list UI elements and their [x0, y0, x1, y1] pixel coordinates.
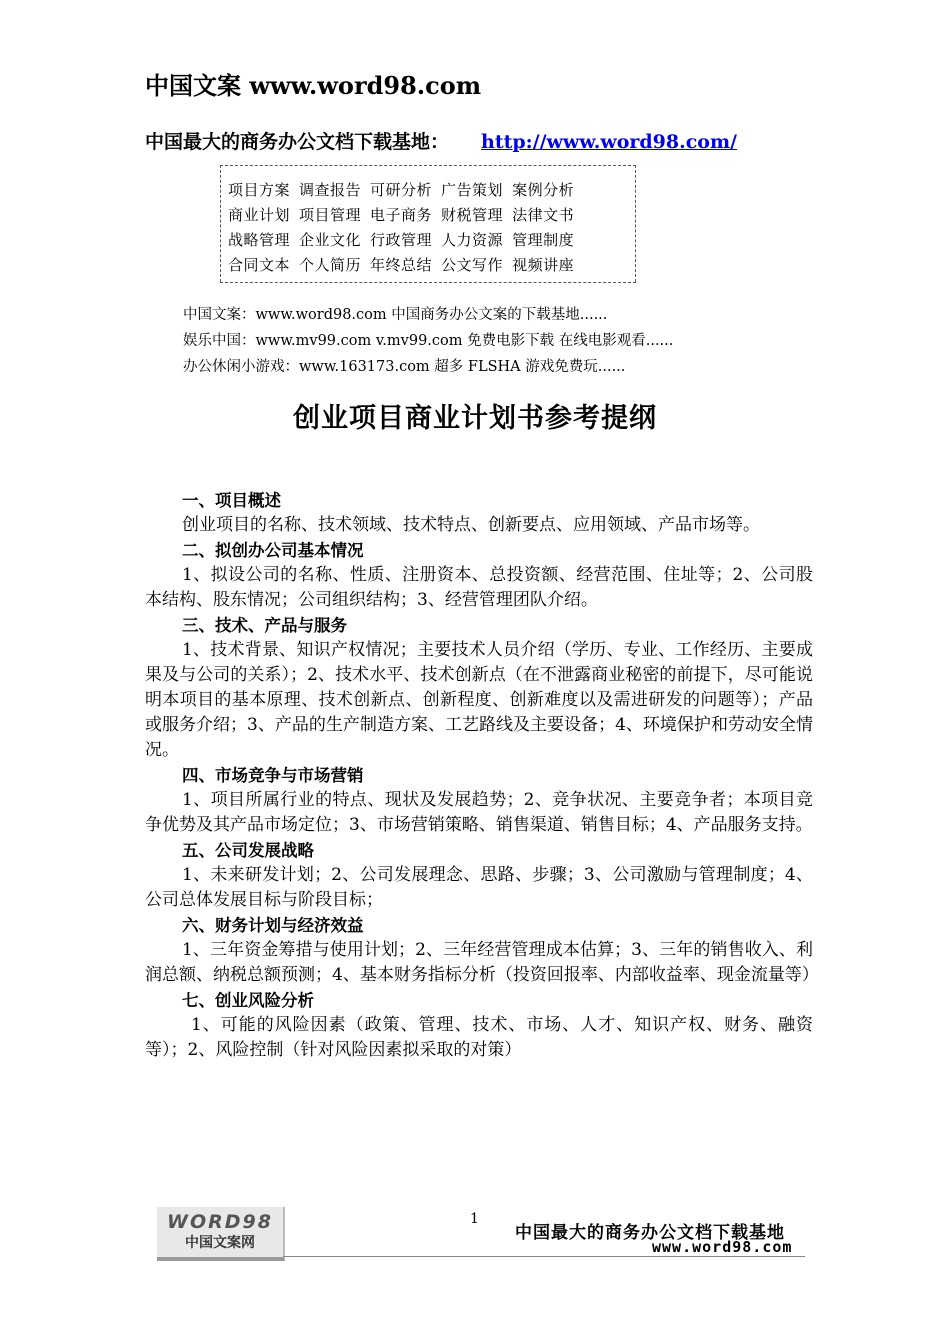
- promo-link-word98[interactable]: 中国文案：www.word98.com 中国商务办公文案的下载基地......: [183, 307, 608, 323]
- section-heading: 一、项目概述: [182, 491, 281, 510]
- document-title: 创业项目商业计划书参考提纲: [293, 403, 657, 434]
- category-item: 个人简历: [299, 256, 362, 274]
- section-body: 1、拟设公司的名称、性质、注册资本、总投资额、经营范围、住址等；2、公司股本结构、股东情况；公司组织结构；3、经营管理团队介绍。: [145, 565, 813, 610]
- box-border-left: [220, 165, 221, 282]
- category-item: 项目管理: [299, 206, 362, 224]
- category-item: 战略管理: [228, 231, 291, 249]
- category-item: 电子商务: [370, 206, 433, 224]
- footer-logo: [157, 1207, 285, 1261]
- site-header-title: 中国文案 www.word98.com: [145, 71, 482, 100]
- category-item: 调查报告: [299, 181, 362, 199]
- category-item: 企业文化: [299, 231, 362, 249]
- logo-subtitle: 中国文案网: [185, 1235, 255, 1251]
- category-item: 商业计划: [228, 206, 291, 224]
- section-body: 1、项目所属行业的特点、现状及发展趋势；2、竞争状况、主要竞争者；本项目竞争优势及其产品市场定位；3、市场营销策略、销售渠道、销售目标；4、产品服务支持。: [145, 790, 813, 835]
- site-url-link[interactable]: http://www.word98.com/: [481, 131, 737, 153]
- category-item: 合同文本: [228, 256, 291, 274]
- footer-divider: [283, 1256, 805, 1257]
- category-item: 财税管理: [441, 206, 504, 224]
- section-heading: 五、公司发展战略: [182, 841, 314, 860]
- section-body: 1、未来研发计划；2、公司发展理念、思路、步骤；3、公司激励与管理制度；4、公司总体发展目标与阶段目标；: [145, 865, 813, 910]
- section-heading: 二、拟创办公司基本情况: [182, 541, 364, 560]
- footer-tagline: 中国最大的商务办公文档下载基地: [515, 1223, 785, 1243]
- section-body: 1、可能的风险因素（政策、管理、技术、市场、人才、知识产权、财务、融资等）；2、风险控制（针对风险因素拟采取的对策）: [145, 1015, 813, 1060]
- category-item: 人力资源: [441, 231, 504, 249]
- section-heading: 七、创业风险分析: [182, 991, 314, 1010]
- category-row: [228, 254, 583, 275]
- promo-link-mv99[interactable]: 娱乐中国：www.mv99.com v.mv99.com 免费电影下载 在线电影观看......: [183, 333, 674, 349]
- box-border-right: [635, 165, 636, 282]
- logo-wordmark: WORD98: [167, 1211, 273, 1233]
- section-body: 创业项目的名称、技术领域、技术特点、创新要点、应用领域、产品市场等。: [182, 515, 760, 535]
- box-border-bottom: [220, 282, 636, 283]
- category-row: [228, 204, 583, 225]
- site-tagline: [145, 127, 737, 154]
- category-box: [220, 162, 636, 284]
- document-body: [145, 488, 819, 1063]
- category-item: 法律文书: [512, 206, 575, 224]
- promo-link-163173[interactable]: 办公休闲小游戏：www.163173.com 超多 FLSHA 游戏免费玩......: [183, 359, 626, 375]
- category-item: 可研分析: [370, 181, 433, 199]
- section-heading: 六、财务计划与经济效益: [182, 916, 364, 935]
- category-row: [228, 229, 583, 250]
- section-heading: 四、市场竞争与市场营销: [182, 766, 364, 785]
- category-item: 案例分析: [512, 181, 575, 199]
- category-item: 公文写作: [441, 256, 504, 274]
- category-item: 年终总结: [370, 256, 433, 274]
- category-item: 行政管理: [370, 231, 433, 249]
- tagline-text: 中国最大的商务办公文档下载基地：: [145, 131, 450, 153]
- section-body: 1、三年资金筹措与使用计划；2、三年经营管理成本估算；3、三年的销售收入、利润总额、纳税总额预测；4、基本财务指标分析（投资回报率、内部收益率、现金流量等）: [145, 940, 819, 985]
- section-heading: 三、技术、产品与服务: [182, 616, 347, 635]
- box-border-top: [220, 165, 636, 166]
- category-item: 广告策划: [441, 181, 504, 199]
- category-row: [228, 179, 583, 200]
- section-body: 1、技术背景、知识产权情况；主要技术人员介绍（学历、专业、工作经历、主要成果及与公司的关系）；2、技术水平、技术创新点（在不泄露商业秘密的前提下，尽可能说明本项目的基本原理、技术创新点、创新程度、创新难度以及需进研发的问题等）；产品或服务介绍；3、产品的生产制造方案、工艺路线及主要设备；4、环境保护和劳动安全情况。: [145, 640, 813, 760]
- category-item: 管理制度: [512, 231, 575, 249]
- page-number: 1: [470, 1211, 479, 1227]
- category-item: 项目方案: [228, 181, 291, 199]
- footer-url: www.word98.com: [652, 1238, 793, 1256]
- category-item: 视频讲座: [512, 256, 575, 274]
